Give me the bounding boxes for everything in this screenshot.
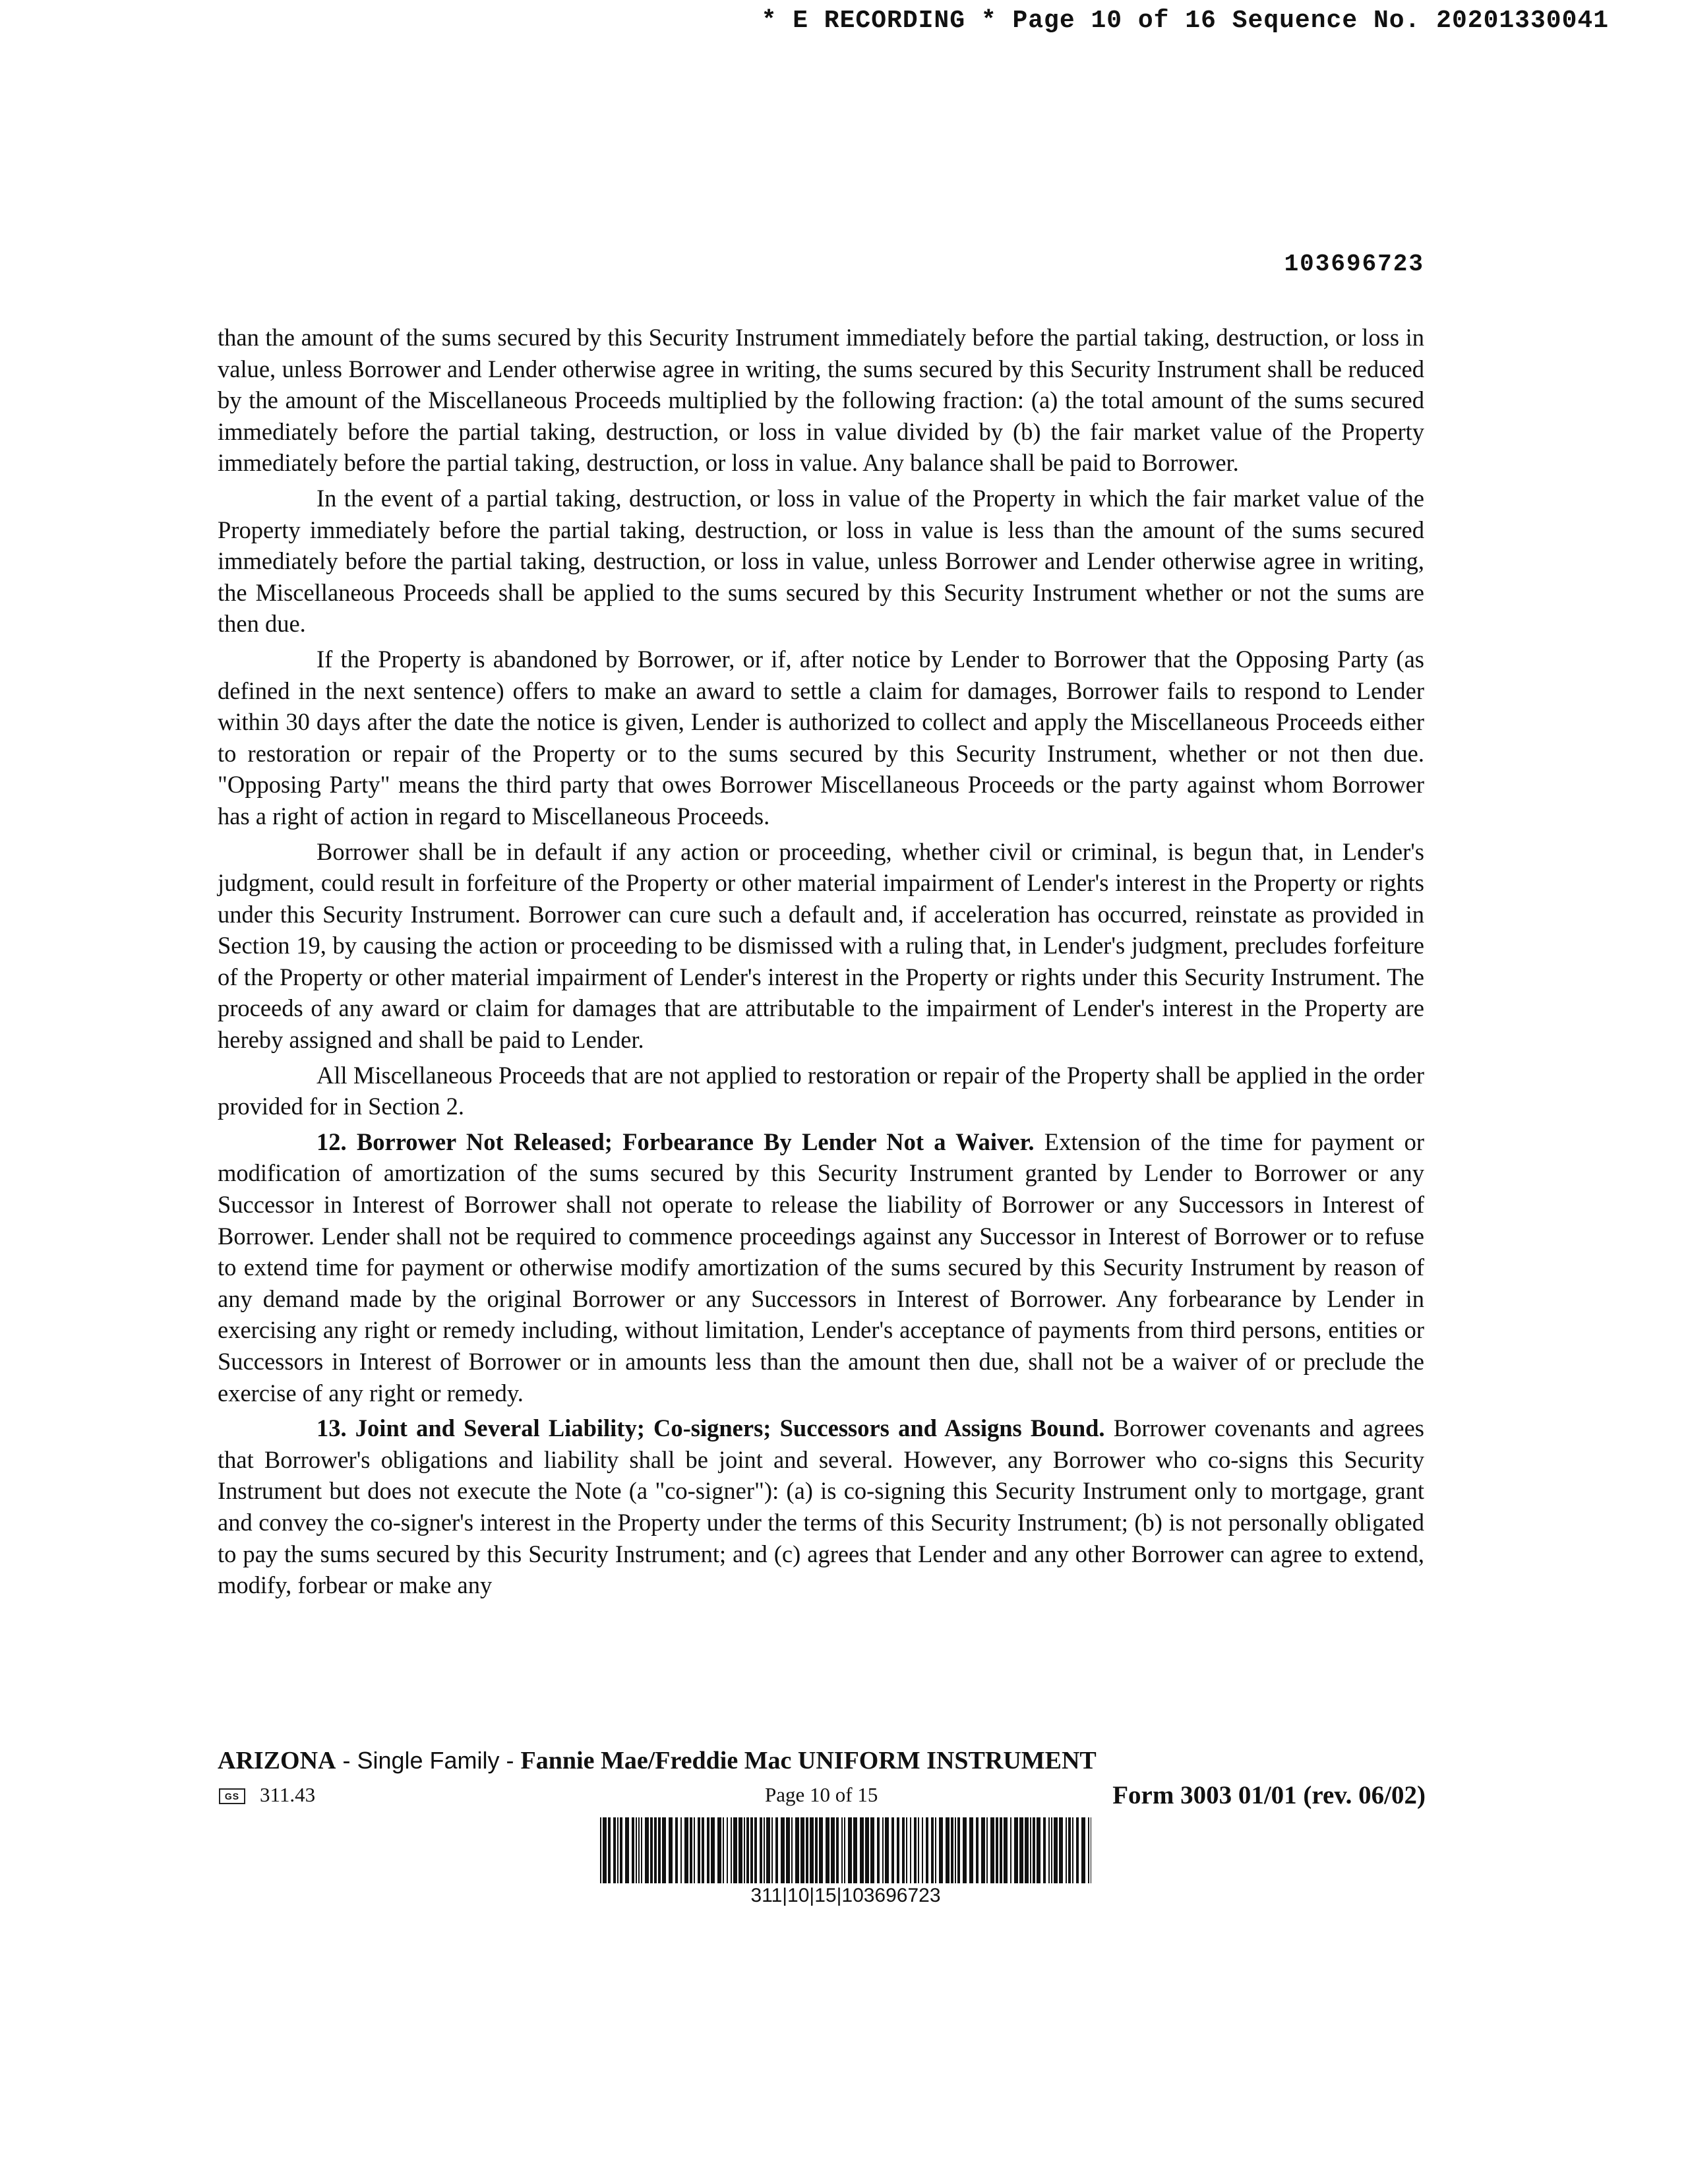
section-12-text: Extension of the time for payment or modification of amortization of the sums secured by this Security Instrument granted by Lender to Borrower or any Successor in Interest of Borrower shall not operate to release the liability of Borrower or any Successors in Interest of Borrower. Lender shall not be required to commence proceedings against any Successor in Interest of Borrower or to refuse to extend time for payment or otherwise modify amortization of the sums secured by this Security Instrument by reason of any demand made by the original Borrower or any Successors in Interest of Borrower. Any forbearance by Lender in exercising any right or remedy including, without limitation, Lender's acceptance of payments from third persons, entities or Successors in Interest of Borrower or in amounts less than the amount then due, shall not be a waiver of or preclude the exercise of any right or remedy. [218,1128,1425,1407]
paragraph-misc-proceeds-order: All Miscellaneous Proceeds that are not applied to restoration or repair of the Property shall be applied in the order provided for in Section 2. [218,1061,1424,1120]
section-13 [218,1412,1424,1601]
barcode-image [600,1817,1091,1883]
paragraph-continuation: than the amount of the sums secured by this Security Instrument immediately before the partial taking, destruction, or loss in value, unless Borrower and Lender otherwise agree in writing, the sums secured by this Security Instrument shall be reduced by the amount of the Miscellaneous Proceeds multiplied by the following fraction: (a) the total amount of the sums secured immediately before the partial taking, destruction, or loss in value divided by (b) the fair market value of the Property immediately before the partial taking, destruction, or loss in value. Any balance shall be paid to Borrower. [218,324,1424,477]
document-body [218,322,1424,1605]
footer-family: Single Family [357,1747,500,1774]
paragraph-abandoned-property: If the Property is abandoned by Borrower, or if, after notice by Lender to Borrower that the Opposing Party (as defined in the next sentence) offers to make an award to settle a claim for damages, Borrower fails to respond to Lender within 30 days after the date the notice is given, Lender is authorized to collect and apply the Miscellaneous Proceeds either to restoration or repair of the Property or to the sums secured by this Security Instrument, whether or not then due. "Opposing Party" means the third party that owes Borrower Miscellaneous Proceeds or the party against whom Borrower has a right of action in regard to Miscellaneous Proceeds. [218,645,1424,830]
section-13-heading: 13. Joint and Several Liability; Co-signers; Successors and Assigns Bound. [316,1414,1105,1442]
footer-separator: - [499,1747,521,1774]
footer-instrument: Fannie Mae/Freddie Mac UNIFORM INSTRUMENT [520,1747,1097,1774]
page-number: Page 10 of 15 [765,1783,878,1806]
paragraph-partial-taking-less: In the event of a partial taking, destruction, or loss in value of the Property in which the fair market value of the Property immediately before the partial taking, destruction, or loss in value is less than the amount of the sums secured immediately before the partial taking, destruction, or loss in value, unless Borrower and Lender otherwise agree in writing, the Miscellaneous Proceeds shall be applied to the sums secured by this Security Instrument whether or not the sums are then due. [218,484,1424,638]
paragraph-default-action: Borrower shall be in default if any action or proceeding, whether civil or criminal, is begun that, in Lender's judgment, could result in forfeiture of the Property or other material impairment of Lender's interest in the Property or rights under this Security Instrument. Borrower can cure such a default and, if acceleration has occurred, reinstate as provided in Section 19, by causing the action or proceeding to be dismissed with a ruling that, in Lender's judgment, precludes forfeiture of the Property or other material impairment of Lender's interest in the Property or rights under this Security Instrument. The proceeds of any award or claim for damages that are attributable to the impairment of Lender's interest in the Property are hereby assigned and shall be paid to Lender. [218,837,1424,1054]
loan-number: 103696723 [1284,251,1424,278]
section-12-heading: 12. Borrower Not Released; Forbearance By Lender Not a Waiver. [316,1128,1035,1155]
footer-separator: - [336,1747,357,1774]
form-number: Form 3003 01/01 (rev. 06/02) [1112,1781,1426,1809]
section-13-text: Borrower covenants and agrees that Borrower's obligations and liability shall be joint and several. However, any Borrower who co-signs this Security Instrument but does not execute the Note (a "co-signer"): (a) is co-signing this Security Instrument only to mortgage, grant and convey the co-signer's interest in the Property under the terms of this Security Instrument; (b) is not personally obligated to pay the sums secured by this Security Instrument; and (c) agrees that Lender and any other Borrower can agree to extend, modify, forbear or make any [218,1414,1424,1599]
form-logo-icon: GS [219,1788,245,1804]
footer-state: ARIZONA [218,1747,336,1774]
barcode-text: 311|10|15|103696723 [750,1885,941,1906]
footer-title [218,1746,1097,1775]
section-12 [218,1126,1424,1409]
form-code: 311.43 [260,1783,316,1806]
recording-header: * E RECORDING * Page 10 of 16 Sequence No. 20201330041 [761,7,1609,35]
footer-row [218,1780,1426,1813]
